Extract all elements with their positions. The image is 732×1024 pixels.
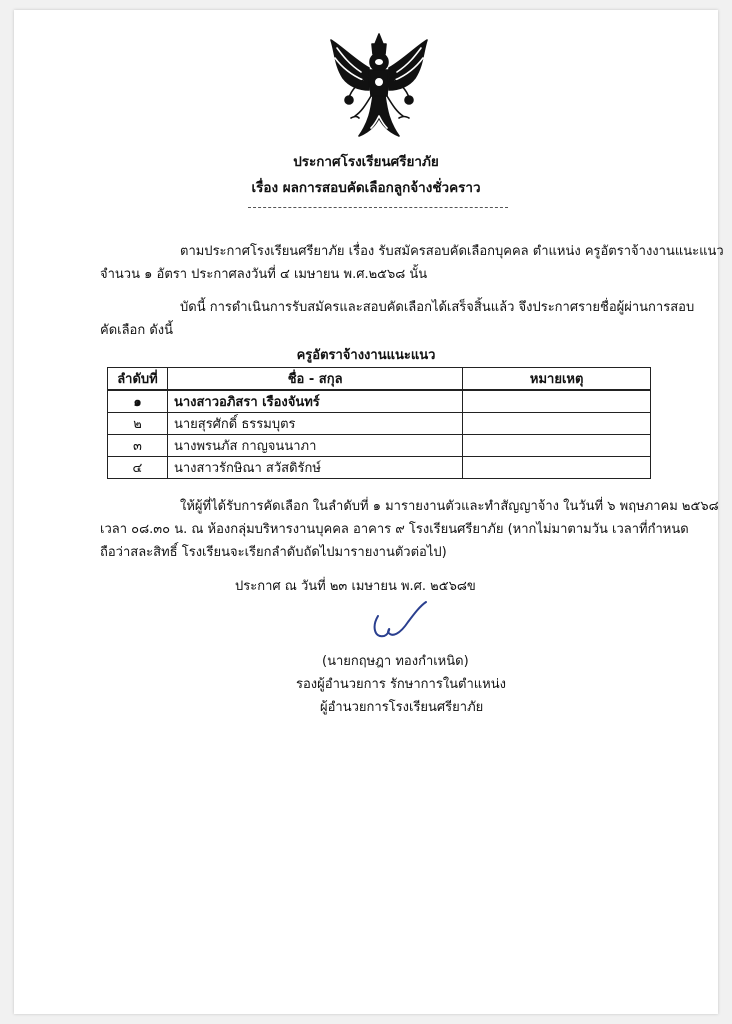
results-table <box>107 367 651 479</box>
table-header-row <box>108 368 651 391</box>
row-order: ๓ <box>108 435 168 457</box>
table-row <box>108 413 651 435</box>
header-name: ชื่อ - สกุล <box>167 368 462 391</box>
row-name: นางสาวอภิสรา เรืองจันทร์ <box>167 390 462 413</box>
row-name: นางสาวรักษิณา สวัสดิรักษ์ <box>167 457 462 479</box>
row-name: นายสุรศักดิ์ ธรรมบุตร <box>167 413 462 435</box>
paragraph-2-line-1: บัดนี้ การดำเนินการรับสมัครและสอบคัดเลือกได้เสร็จสิ้นแล้ว จึงประกาศรายชื่อผู้ผ่านการสอบ <box>180 300 695 315</box>
row-order: ๑ <box>108 390 168 413</box>
paragraph-2-line-2: คัดเลือก ดังนี้ <box>100 323 174 338</box>
title-divider <box>248 207 508 208</box>
signatory-name: (นายกฤษฎา ทองกำเหนิด) <box>322 654 469 669</box>
row-note <box>463 457 651 479</box>
document-title: ประกาศโรงเรียนศรียาภัย <box>293 154 439 170</box>
table-title: ครูอัตราจ้างงานแนะแนว <box>296 348 436 363</box>
instruction-line-3: ถือว่าสละสิทธิ์ โรงเรียนจะเรียกลำดับถัดไปมารายงานตัวต่อไป) <box>100 545 447 560</box>
row-order: ๔ <box>108 457 168 479</box>
table-row <box>108 457 651 479</box>
paragraph-1-line-2: จำนวน ๑ อัตรา ประกาศลงวันที่ ๔ เมษายน พ.ศ.๒๕๖๘ นั้น <box>100 267 428 282</box>
row-note <box>463 413 651 435</box>
table-row <box>108 390 651 413</box>
instruction-line-1: ให้ผู้ที่ได้รับการคัดเลือก ในลำดับที่ ๑ มารายงานตัวและทำสัญญาจ้าง ในวันที่ ๖ พฤษภาคม ๒๕๖๘ <box>180 499 719 514</box>
header-order: ลำดับที่ <box>108 368 168 391</box>
row-note <box>463 390 651 413</box>
row-name: นางพรนภัส กาญจนนาภา <box>167 435 462 457</box>
signatory-position-2: ผู้อำนวยการโรงเรียนศรียาภัย <box>320 700 484 715</box>
garuda-emblem-icon <box>325 32 433 144</box>
row-order: ๒ <box>108 413 168 435</box>
signatory-position-1: รองผู้อำนวยการ รักษาการในตำแหน่ง <box>296 677 506 692</box>
paragraph-1-line-1: ตามประกาศโรงเรียนศรียาภัย เรื่อง รับสมัครสอบคัดเลือกบุคคล ตำแหน่ง ครูอัตราจ้างงานแนะแนว <box>180 244 724 259</box>
table-row <box>108 435 651 457</box>
instruction-line-2: เวลา ๐๘.๓๐ น. ณ ห้องกลุ่มบริหารงานบุคคล อาคาร ๙ โรงเรียนศรียาภัย (หากไม่มาตามวัน เวลาที่กำหนด <box>100 522 689 537</box>
signature-icon <box>368 598 430 648</box>
document-subject: เรื่อง ผลการสอบคัดเลือกลูกจ้างชั่วคราว <box>251 180 481 196</box>
row-note <box>463 435 651 457</box>
header-note: หมายเหตุ <box>463 368 651 391</box>
announcement-date: ประกาศ ณ วันที่ ๒๓ เมษายน พ.ศ. ๒๕๖๘ข <box>235 579 476 594</box>
